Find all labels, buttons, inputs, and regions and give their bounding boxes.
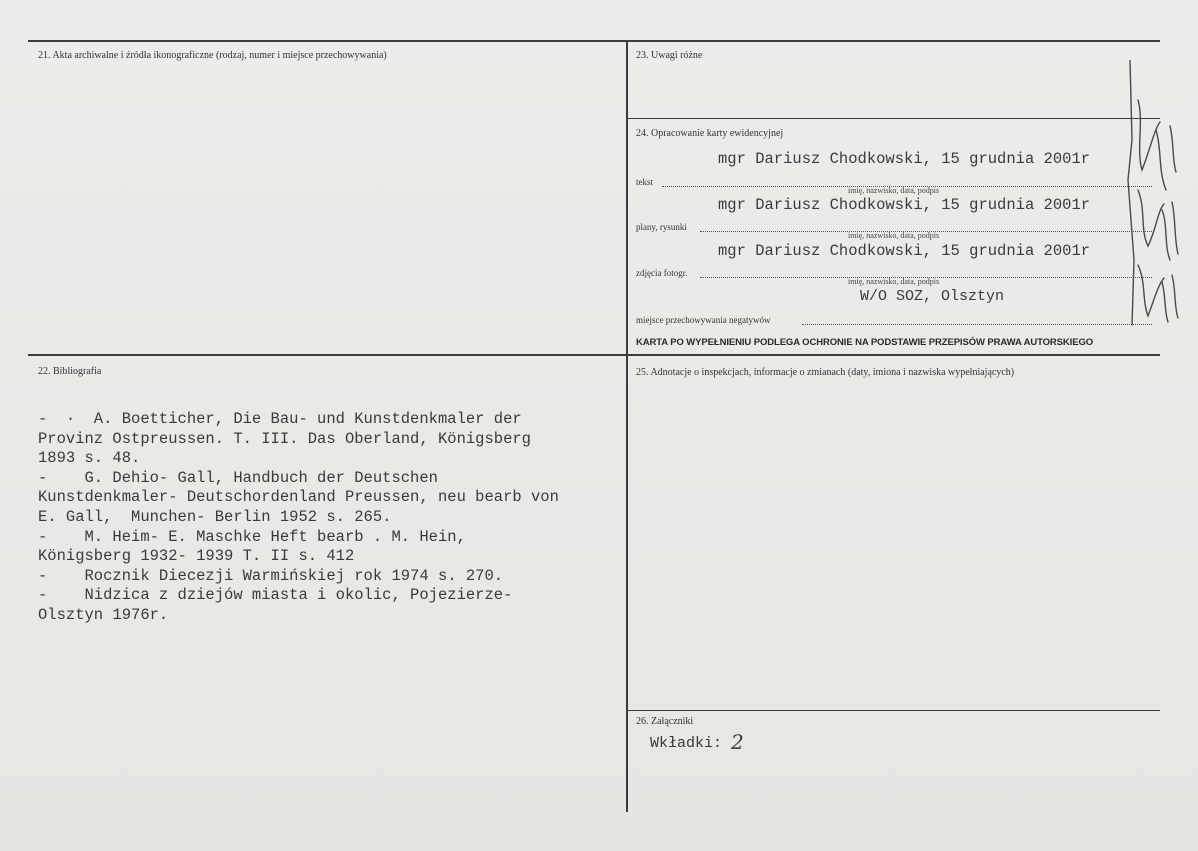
field-plany-caption: imię, nazwisko, data, podpis <box>848 231 940 240</box>
bibliography-line: 1893 s. 48. <box>38 449 141 468</box>
bibliography-line: - Nidzica z dziejów miasta i okolic, Pojezierze- <box>38 586 513 605</box>
section-21-label: 21. Akta archiwalne i źródła ikonograficzne (rodzaj, numer i miejsce przechowywania) <box>38 50 387 61</box>
bibliography-line: Olsztyn 1976r. <box>38 605 169 624</box>
field-negatywy-line <box>802 324 1152 325</box>
attachments-handwritten-count: 2 <box>731 730 744 754</box>
section-25-label: 25. Adnotacje o inspekcjach, informacje o zmianach (daty, imiona i nazwiska wypełniających) <box>636 367 1015 378</box>
field-plany-label: plany, rysunki <box>636 222 687 232</box>
field-tekst-caption: imię, nazwisko, data, podpis <box>848 186 940 195</box>
bibliography-line: Kunstdenkmaler- Deutschordenland Preussen, neu bearb von <box>38 488 559 507</box>
author-plans-value: mgr Dariusz Chodkowski, 15 grudnia 2001r <box>718 196 1091 214</box>
middle-border <box>28 354 1160 356</box>
bibliography-line: - M. Heim- E. Maschke Heft bearb . M. Hein, <box>38 527 466 546</box>
section-22-label: 22. Bibliografia <box>38 366 102 377</box>
column-divider <box>626 40 628 812</box>
field-tekst-label: tekst <box>636 177 653 187</box>
author-photos-value: mgr Dariusz Chodkowski, 15 grudnia 2001r <box>718 242 1091 260</box>
divider-23-24 <box>627 118 1160 119</box>
bibliography-list <box>38 410 618 626</box>
copyright-notice: KARTA PO WYPEŁNIENIU PODLEGA OCHRONIE NA PODSTAWIE PRZEPISÓW PRAWA AUTORSKIEGO <box>636 337 1094 348</box>
field-zdjecia-label: zdjęcia fotogr. <box>636 268 688 278</box>
handwritten-signatures <box>1110 60 1185 335</box>
bibliography-line: - Rocznik Diecezji Warmińskiej rok 1974 s. 270. <box>38 566 504 585</box>
section-26-label: 26. Załączniki <box>636 716 694 727</box>
bibliography-line: - G. Dehio- Gall, Handbuch der Deutschen <box>38 468 438 487</box>
bibliography-line: E. Gall, Munchen- Berlin 1952 s. 265. <box>38 507 392 526</box>
attachments-value: Wkładki: <box>650 735 723 752</box>
bibliography-line: Provinz Ostpreussen. T. III. Das Oberland, Königsberg <box>38 429 531 448</box>
divider-25-26 <box>627 710 1160 711</box>
author-text-value: mgr Dariusz Chodkowski, 15 grudnia 2001r <box>718 150 1091 168</box>
top-border <box>28 40 1160 42</box>
bibliography-line: - · A. Boetticher, Die Bau- und Kunstdenkmaler der <box>38 410 522 428</box>
field-negatywy-label: miejsce przechowywania negatywów <box>636 315 771 325</box>
section-24-label: 24. Opracowanie karty ewidencyjnej <box>636 128 784 139</box>
negatives-location-value: W/O SOZ, Olsztyn <box>860 288 1005 305</box>
section-23-label: 23. Uwagi różne <box>636 50 703 61</box>
field-zdjecia-caption: imię, nazwisko, data, podpis <box>848 277 940 286</box>
bibliography-line: Königsberg 1932- 1939 T. II s. 412 <box>38 547 355 566</box>
